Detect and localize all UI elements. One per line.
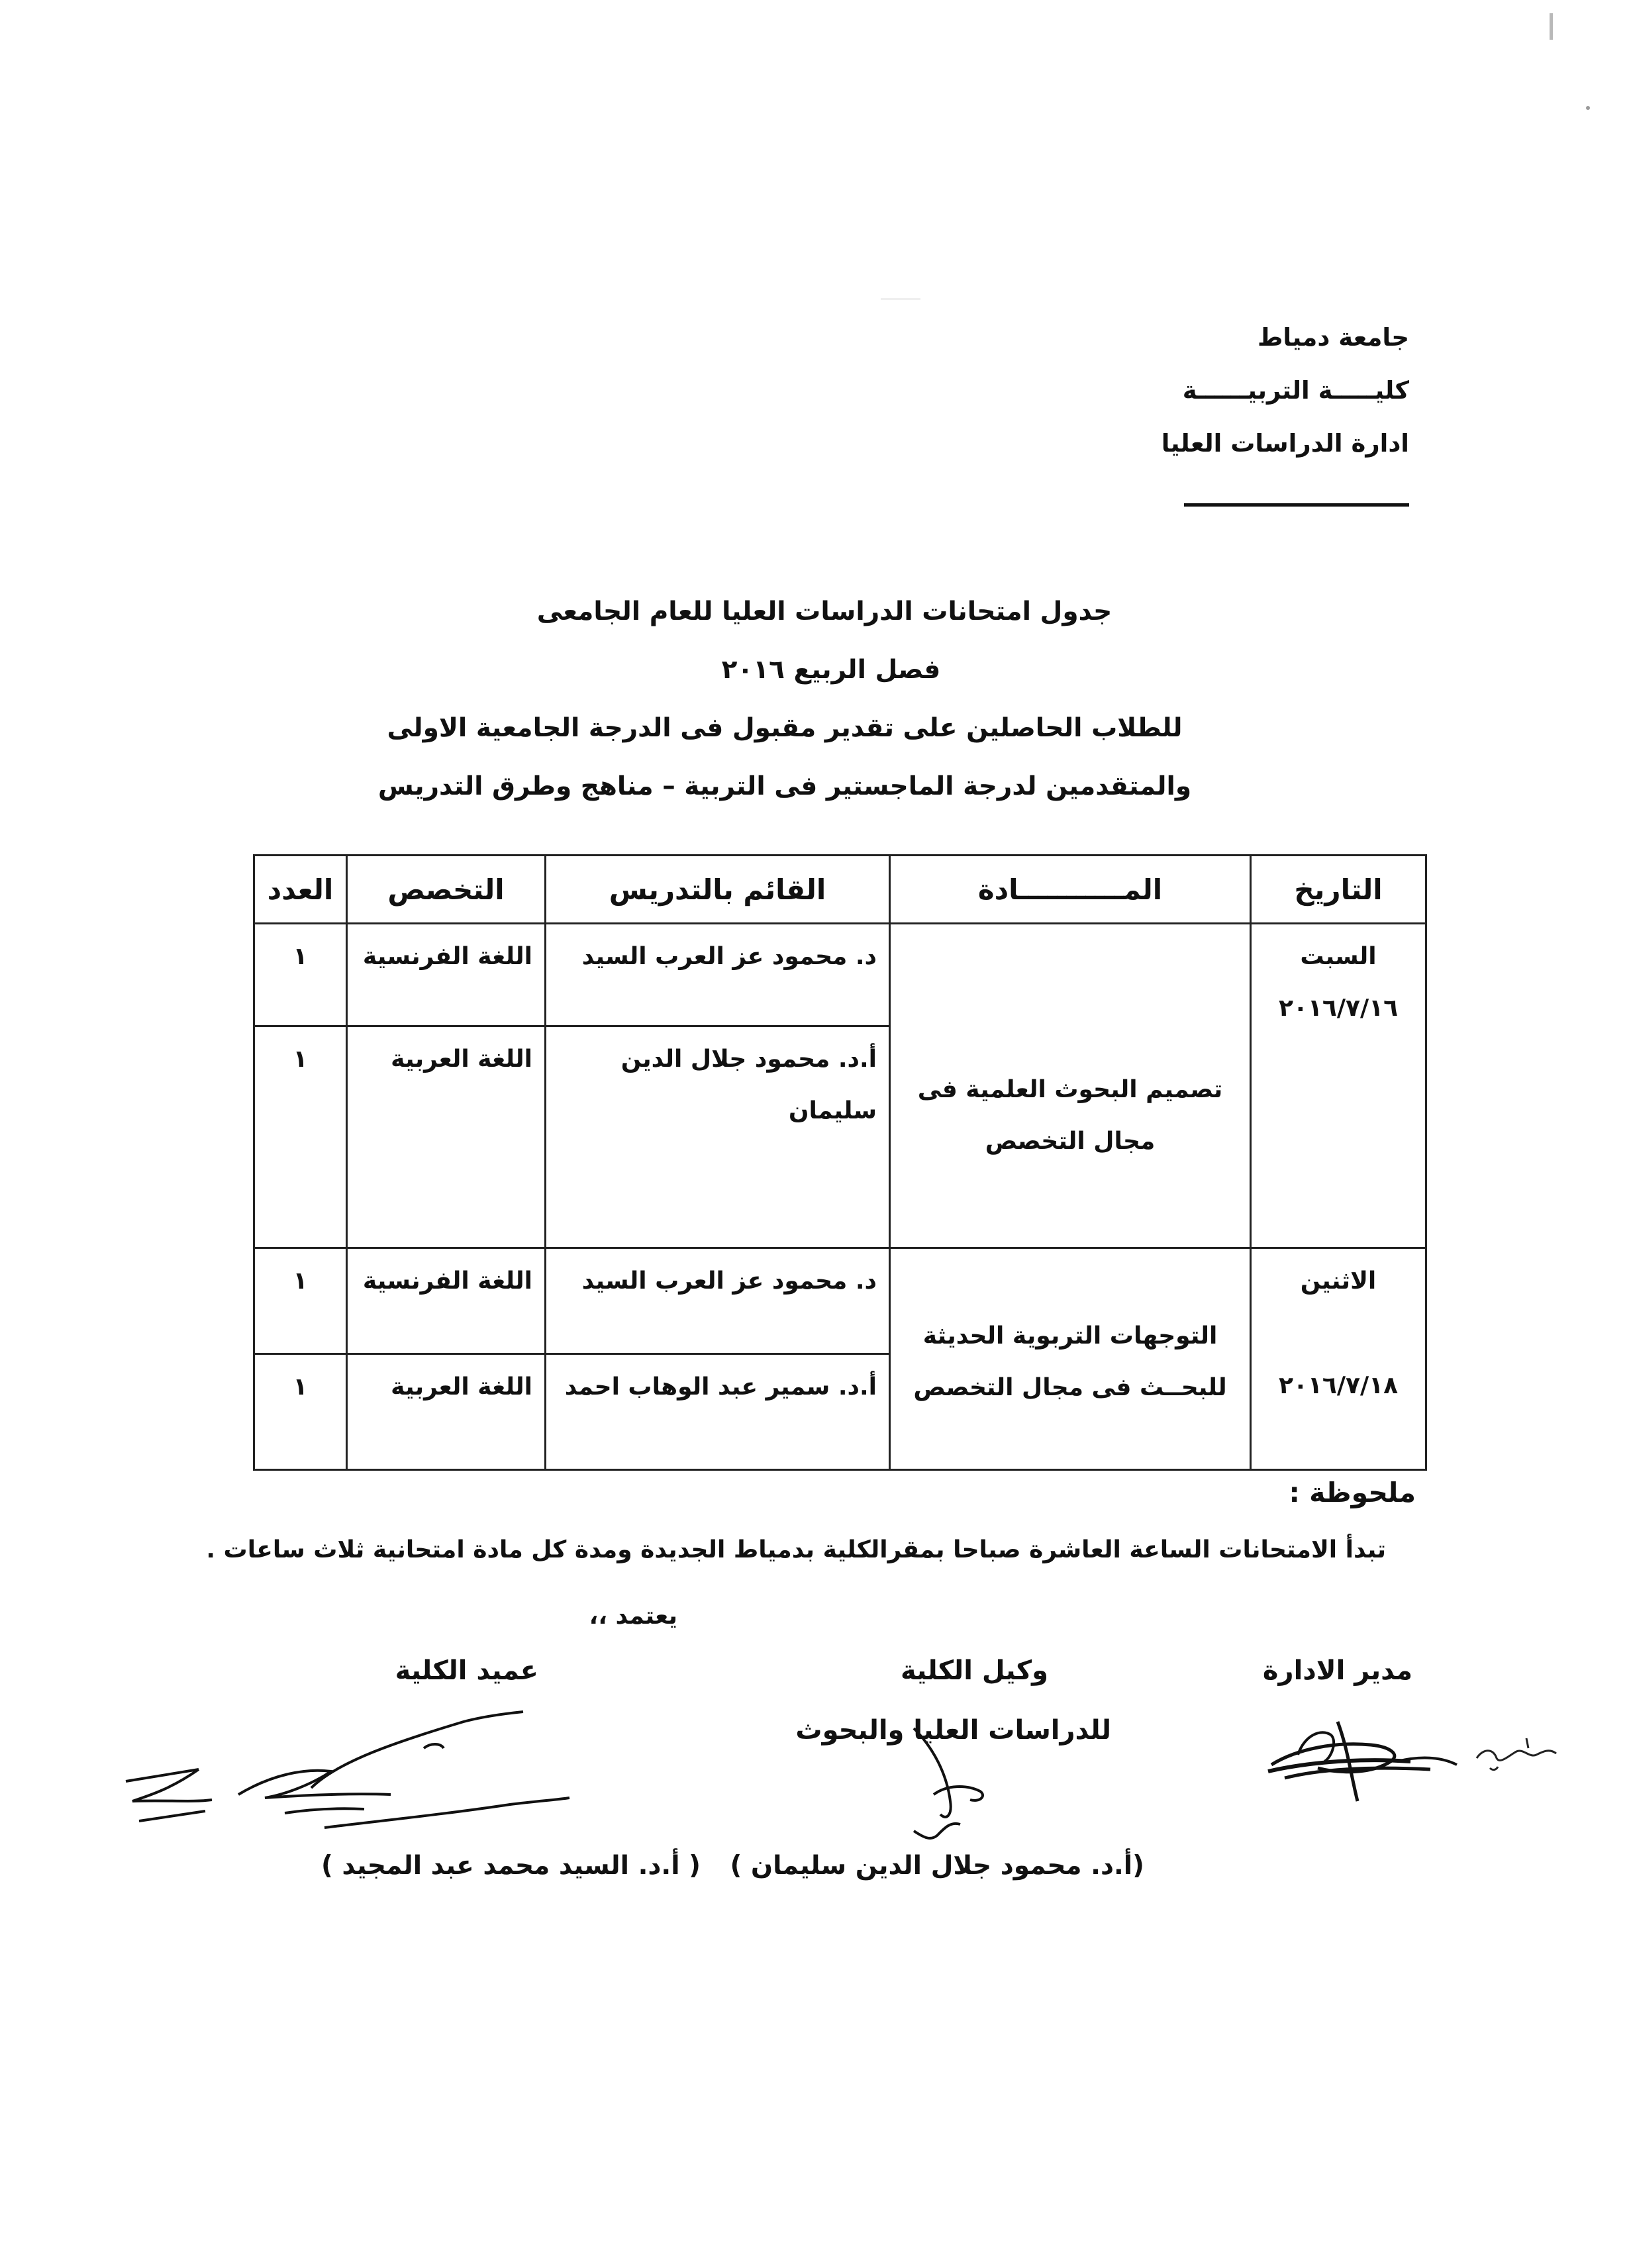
subject-cell <box>890 924 1251 1248</box>
dean-signature <box>113 1695 576 1848</box>
scan-speck <box>881 298 920 300</box>
header-date: التاريخ <box>1251 856 1426 924</box>
table-row <box>254 924 1426 1026</box>
table-header-row <box>254 856 1426 924</box>
title-line: جدول امتحانات الدراسات العليا للعام الجامعى <box>536 597 1112 626</box>
dean-name: ( أ.د. السيد محمد عبد المجيد ) <box>321 1851 701 1881</box>
manager-signature <box>1258 1695 1470 1808</box>
count-cell: ١ <box>254 1248 347 1354</box>
instructor-cell: أ.د. سمير عبد الوهاب احمد <box>546 1354 890 1470</box>
count-cell: ١ <box>254 924 347 1026</box>
header-underline <box>1184 503 1409 507</box>
header-instructor: القائم بالتدريس <box>546 856 890 924</box>
subject-cell <box>890 1248 1251 1470</box>
exam-day: الاثنين <box>1300 1267 1377 1295</box>
vice-dean-title: وكيل الكلية <box>901 1655 1048 1686</box>
title-line: للطلاب الحاصلين على تقدير مقبول فى الدرجة الجامعية الاولى <box>387 713 1183 743</box>
exam-date-cell <box>1251 924 1426 1248</box>
approval-text: يعتمد ،، <box>589 1602 677 1630</box>
exam-schedule-table <box>253 854 1427 1471</box>
vice-dean-subtitle: للدراسات العليا والبحوث <box>795 1715 1111 1746</box>
specialization-cell: اللغة العربية <box>347 1354 546 1470</box>
exam-date-cell <box>1251 1248 1426 1470</box>
university-name: جامعة دمياط <box>1258 323 1409 352</box>
table-row <box>254 1248 1426 1354</box>
scan-mark <box>1550 13 1553 40</box>
document-titles <box>371 583 1199 816</box>
header-subject: المـــــــــــادة <box>890 856 1251 924</box>
instructor-cell: د. محمود عز العرب السيد <box>546 1248 890 1354</box>
department-name: ادارة الدراسات العليا <box>1161 429 1409 458</box>
manager-title: مدير الادارة <box>1262 1655 1412 1686</box>
exam-date: ٢٠١٦/٧/١٦ <box>1278 995 1399 1022</box>
header-specialization: التخصص <box>347 856 546 924</box>
scan-speck <box>1586 106 1590 110</box>
subject-name: تصميم البحوث العلمية فى مجال التخصص <box>917 1075 1223 1155</box>
subject-name: التوجهات التربوية الحديثة للبحــث فى مجال التخصص <box>913 1322 1227 1401</box>
header-count: العدد <box>254 856 347 924</box>
specialization-cell: اللغة الفرنسية <box>347 924 546 1026</box>
specialization-cell: اللغة الفرنسية <box>347 1248 546 1354</box>
letterhead <box>946 311 1409 470</box>
faculty-name: كليـــــة التربيــــــة <box>1182 376 1409 405</box>
vice-dean-signature <box>887 1722 1007 1854</box>
note-text: تبدأ الامتحانات الساعة العاشرة صباحا بمقرالكلية بدمياط الجديدة ومدة كل مادة امتحانية ثلاث ساعات . <box>206 1536 1386 1563</box>
manager-initials <box>1470 1728 1563 1781</box>
instructor-cell: د. محمود عز العرب السيد <box>546 924 890 1026</box>
exam-day: السبت <box>1300 943 1377 970</box>
note-label: ملحوظة : <box>1289 1477 1416 1508</box>
exam-date: ٢٠١٦/٧/١٨ <box>1278 1372 1399 1399</box>
dean-title: عميد الكلية <box>395 1655 538 1686</box>
vice-dean-name: (أ.د. محمود جلال الدين سليمان ) <box>730 1851 1144 1881</box>
count-cell: ١ <box>254 1354 347 1470</box>
title-line: والمتقدمين لدرجة الماجستير فى التربية – مناهج وطرق التدريس <box>377 771 1192 801</box>
instructor-cell: أ.د. محمود جلال الدين سليمان <box>546 1026 890 1248</box>
count-cell: ١ <box>254 1026 347 1248</box>
specialization-cell: اللغة العربية <box>347 1026 546 1248</box>
title-line: فصل الربيع ٢٠١٦ <box>721 655 941 685</box>
